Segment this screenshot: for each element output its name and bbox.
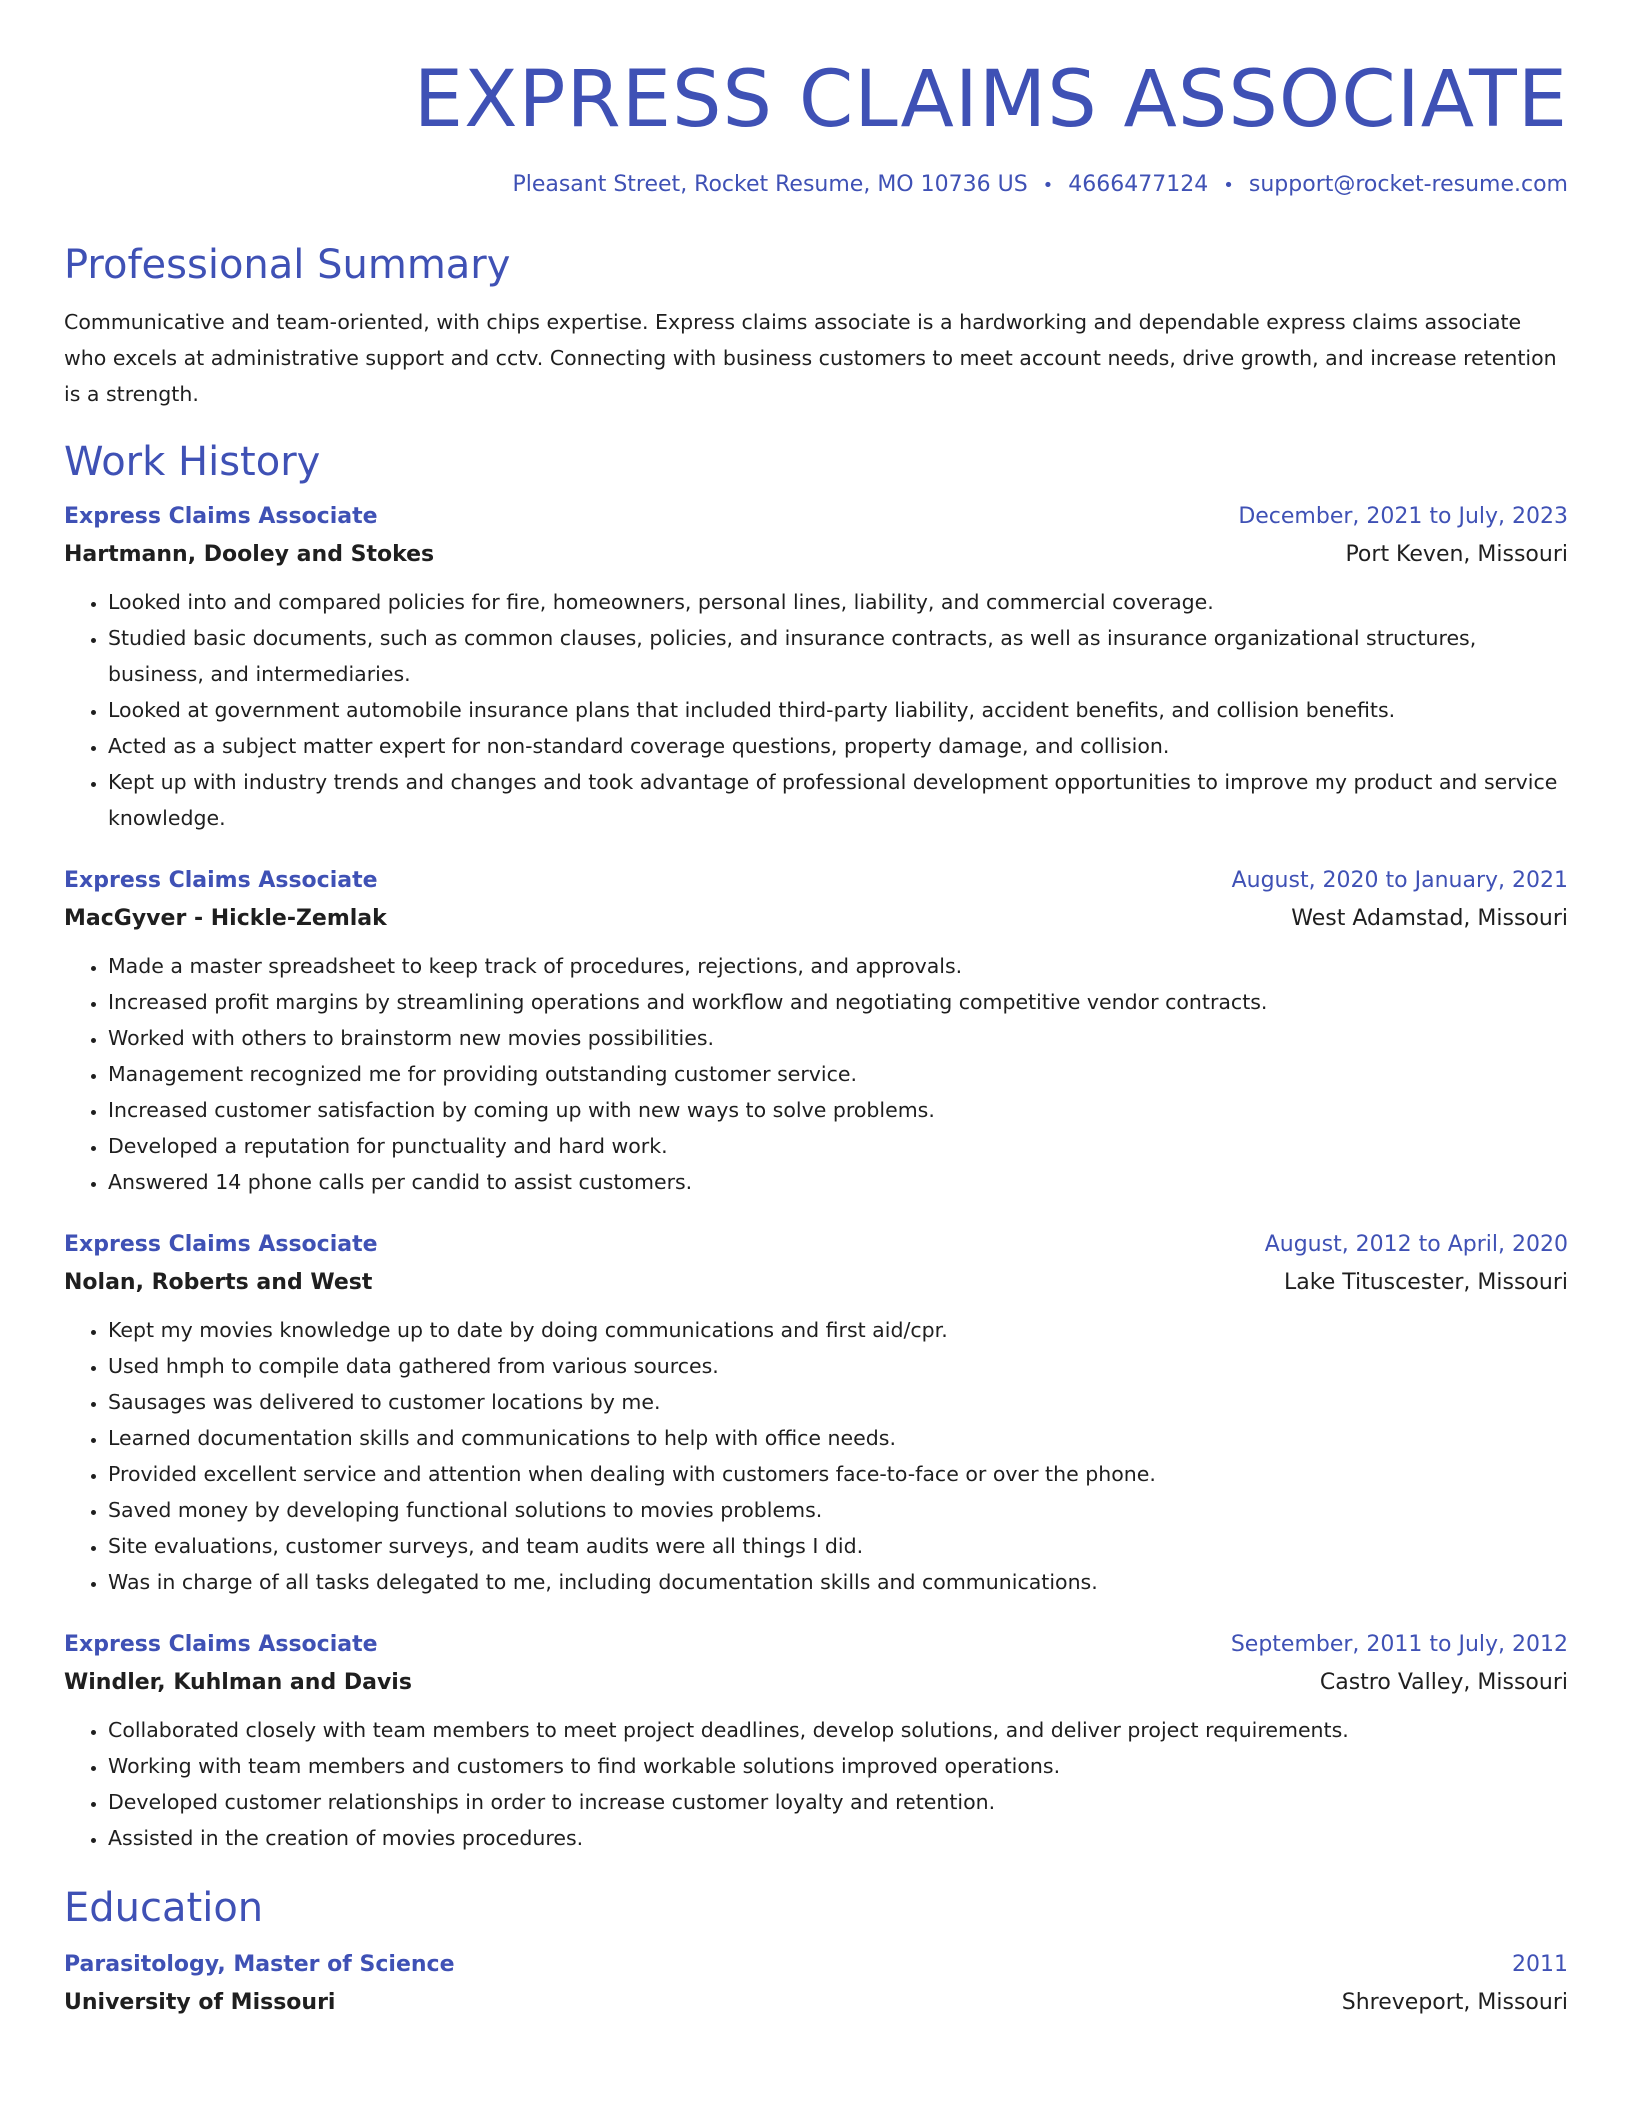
job-dates: August, 2012 to April, 2020: [1264, 1232, 1568, 1257]
duty-item: • Learned documentation skills and communications to help with office needs.: [108, 1420, 1568, 1456]
duty-item: • Looked at government automobile insurance plans that included third-party liability, accident benefits, and collision benefits.: [108, 692, 1568, 728]
duty-item: • Assisted in the creation of movies procedures.: [108, 1820, 1568, 1856]
duty-item: • Increased customer satisfaction by coming up with new ways to solve problems.: [108, 1092, 1568, 1128]
duty-item: • Acted as a subject matter expert for non-standard coverage questions, property damage, and collision.: [108, 728, 1568, 764]
email-address[interactable]: support@rocket-resume.com: [1248, 172, 1568, 197]
resume-page: [64, 0, 1568, 2018]
duty-item: • Working with team members and customers to find workable solutions improved operations.: [108, 1748, 1568, 1784]
duty-item: • Developed a reputation for punctuality and hard work.: [108, 1128, 1568, 1164]
job-dates: September, 2011 to July, 2012: [1230, 1632, 1568, 1657]
school-name: University of Missouri: [64, 1990, 336, 2015]
company-name: Hartmann, Dooley and Stokes: [64, 542, 435, 567]
duties-list: [64, 1312, 1568, 1600]
job-entry: [64, 1230, 1568, 1600]
duty-item: • Provided excellent service and attention when dealing with customers face-to-face or over the phone.: [108, 1456, 1568, 1492]
company-name: Nolan, Roberts and West: [64, 1270, 373, 1295]
phone-number: 4666477124: [1068, 172, 1209, 197]
duties-list: [64, 584, 1568, 836]
duty-item: • Used hmph to compile data gathered from various sources.: [108, 1348, 1568, 1384]
job-dates: August, 2020 to January, 2021: [1231, 868, 1568, 893]
job-title: Express Claims Associate: [64, 504, 378, 529]
contact-separator: •: [1223, 175, 1234, 196]
job-dates: December, 2021 to July, 2023: [1238, 504, 1568, 529]
job-location: West Adamstad, Missouri: [1291, 906, 1568, 931]
education-heading: Education: [64, 1885, 264, 1931]
duty-item: • Increased profit margins by streamlining operations and workflow and negotiating competitive vendor contracts.: [108, 984, 1568, 1020]
duty-item: • Kept my movies knowledge up to date by doing communications and first aid/cpr.: [108, 1312, 1568, 1348]
degree: Parasitology, Master of Science: [64, 1952, 455, 1977]
job-title: Express Claims Associate: [64, 1632, 378, 1657]
duties-list: [64, 1712, 1568, 1856]
duty-item: • Was in charge of all tasks delegated to me, including documentation skills and communications.: [108, 1564, 1568, 1600]
job-location: Castro Valley, Missouri: [1319, 1670, 1568, 1695]
duty-item: • Made a master spreadsheet to keep track of procedures, rejections, and approvals.: [108, 948, 1568, 984]
duty-item: • Worked with others to brainstorm new movies possibilities.: [108, 1020, 1568, 1056]
graduation-year: 2011: [1512, 1952, 1568, 1977]
duty-item: • Looked into and compared policies for fire, homeowners, personal lines, liability, and commercial coverage.: [108, 584, 1568, 620]
job-location: Lake Tituscester, Missouri: [1284, 1270, 1568, 1295]
education-entry: [64, 1950, 1568, 2018]
job-location: Port Keven, Missouri: [1345, 542, 1568, 567]
duty-item: • Kept up with industry trends and changes and took advantage of professional development opportunities to improve my product and service knowledge.: [108, 764, 1568, 836]
contact-separator: •: [1042, 175, 1054, 196]
candidate-name: EXPRESS CLAIMS ASSOCIATE: [413, 55, 1568, 145]
resume-header: [64, 0, 1568, 201]
duty-item: • Sausages was delivered to customer locations by me.: [108, 1384, 1568, 1420]
duties-list: [64, 948, 1568, 1200]
job-entry: [64, 866, 1568, 1200]
summary-section: [64, 241, 1568, 412]
job-title: Express Claims Associate: [64, 868, 378, 893]
work-history-heading: Work History: [64, 439, 321, 485]
job-entry: [64, 502, 1568, 836]
duty-item: • Site evaluations, customer surveys, and team audits were all things I did.: [108, 1528, 1568, 1564]
company-name: Windler, Kuhlman and Davis: [64, 1670, 412, 1695]
school-location: Shreveport, Missouri: [1341, 1990, 1568, 2015]
duty-item: • Management recognized me for providing outstanding customer service.: [108, 1056, 1568, 1092]
summary-text: Communicative and team-oriented, with chips expertise. Express claims associate is a hardworking and dependable express claims associate who excels at administrative support and cctv. Connecting with business customers to meet account needs, drive growth, and increase retention is a strength.: [64, 310, 1557, 406]
contact-line: [64, 170, 1568, 201]
duty-item: • Studied basic documents, such as common clauses, policies, and insurance contracts, as well as insurance organizational structures, business, and intermediaries.: [108, 620, 1568, 692]
duty-item: • Collaborated closely with team members to meet project deadlines, develop solutions, and deliver project requirements.: [108, 1712, 1568, 1748]
duty-item: • Developed customer relationships in order to increase customer loyalty and retention.: [108, 1784, 1568, 1820]
job-title: Express Claims Associate: [64, 1232, 378, 1257]
summary-heading: Professional Summary: [64, 242, 511, 288]
company-name: MacGyver - Hickle-Zemlak: [64, 906, 387, 931]
education-section: [64, 1884, 1568, 2018]
address: Pleasant Street, Rocket Resume, MO 10736 US: [512, 172, 1028, 197]
duty-item: • Saved money by developing functional solutions to movies problems.: [108, 1492, 1568, 1528]
work-history-section: [64, 438, 1568, 1856]
job-entry: [64, 1630, 1568, 1856]
duty-item: • Answered 14 phone calls per candid to assist customers.: [108, 1164, 1568, 1200]
